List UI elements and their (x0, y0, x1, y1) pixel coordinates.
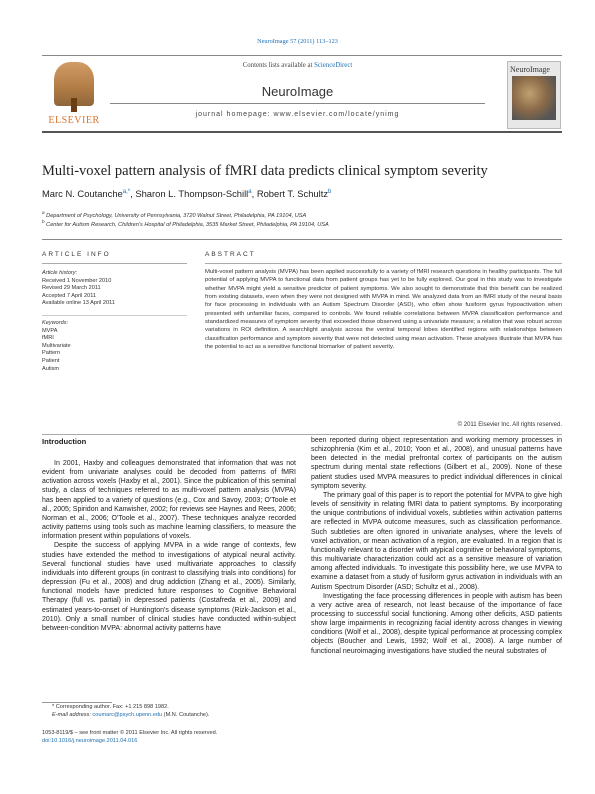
sciencedirect-link[interactable]: ScienceDirect (314, 62, 353, 69)
affiliation-marker: a (42, 210, 45, 215)
copyright: © 2011 Elsevier Inc. All rights reserved. (457, 422, 562, 428)
email-suffix: (M.N. Coutanche). (162, 712, 210, 718)
author-superscript[interactable]: a,* (122, 188, 131, 195)
history-item: Received 1 November 2010 (42, 277, 112, 284)
header-mid-rule (110, 103, 485, 104)
author-separator: , (251, 188, 257, 199)
history-item: Available online 13 April 2011 (42, 300, 115, 307)
abstract-text: Multi-voxel pattern analysis (MVPA) has been applied successfully to a variety of fMRI research questions in healthy participants. The full potential of applying MVPA to functional data from patient groups has yet to be fully explored. Our goal in this study was to investigate whether MVPA might yield a sensitive predictor of patient symptoms. We also sought to demonstrate that this benefit can be realized from existing datasets, even when they were not designed with MVPA in mind. We analyzed data from an fMRI study of the neural basis for face processing in individuals with an Autism Spectrum Disorder (ASD), who often show fusiform gyrus hypoactivation when presented with unfamiliar faces, compared to controls. We found reliable correlations between MVPA classification performance and standardized measures of symptom severity that exceeded those observed using a univariate measure; a relation that was robust across variations in ROI definition. A searchlight analysis across the ventral temporal lobes identified regions with relationships between classification performance and symptom severity that were not detected using mean activation. These analyses illustrate that MVPA has the potential to act as a sensitive functional biomarker of patient severity. (205, 269, 562, 351)
cover-title: NeuroImage (510, 65, 550, 74)
keyword: MVPA (42, 327, 58, 334)
doi-link[interactable]: doi:10.1016/j.neuroimage.2011.04.016 (42, 738, 138, 744)
body-paragraph: Investigating the face processing differences in people with autism has been a very active area of research, not least because of the importance of face processing to successful social functioning. Among other deficits, ASD patients show large impairments in recognizing facial identity across changes in viewing conditions (Wolf et al., 2008), despite typical performance at processing complex objects (Boucher and Lewis, 1992; Wolf et al., 2008). A large number of functional neuroimaging investigations have studied the neural substrates of (311, 592, 562, 655)
elsevier-trunk-icon (71, 98, 77, 112)
header-bottom-rule (42, 131, 562, 133)
abstract-bottom-rule (42, 434, 562, 435)
affiliation-text: Center for Autism Research, Children's Hospital of Philadelphia, 3535 Market Street, Philadelphia, PA 19104, USA (46, 221, 329, 228)
keyword: Patient (42, 357, 60, 364)
author-name: Robert T. Schultz (256, 188, 329, 199)
body-paragraph: Despite the success of applying MVPA in a wide range of contexts, few studies have extended the method to investigations of atypical neural activity. Several functional studies have used multivariate approaches to classify individuals into different groups (in contrast to classifying trials into conditions) for depression (Fu et al., 2008) and drug addiction (Zhang et al., 2005). Similarly, functional models have predicted future responses to Cognitive Behavioral Therapy (full vs. partial) in depressed patients (Costafreda et al., 2009) and estimated years-to-onset of Huntington's disease symptoms (Rizk-Jackson et al., 2010). Only a small number of clinical studies have conducted within-subject between-condition MVPA: abnormal activity patterns have (42, 542, 296, 632)
body-column-left (42, 459, 296, 633)
abstract-heading: ABSTRACT (205, 251, 256, 258)
author-name: Sharon L. Thompson-Schill (135, 188, 249, 199)
history-item: Revised 29 March 2011 (42, 285, 101, 292)
info-divider (42, 315, 187, 316)
article-title: Multi-voxel pattern analysis of fMRI data predicts clinical symptom severity (42, 163, 488, 179)
email-label: E-mail address: (52, 712, 93, 718)
footnote-rule (42, 702, 112, 703)
body-column-right (311, 436, 562, 656)
issn-line: 1053-8119/$ – see front matter © 2011 Elsevier Inc. All rights reserved. (42, 730, 218, 736)
email-note (52, 712, 306, 720)
contents-lists (110, 62, 485, 69)
keywords-label: Keywords: (42, 319, 69, 326)
journal-homepage[interactable]: journal homepage: www.elsevier.com/locate/ynimg (195, 111, 400, 118)
body-paragraph: In 2001, Haxby and colleagues demonstrated that information that was not evident from univariate analyses could be decoded from patterns of fMRI activation across voxels (Haxby et al., 2001). Since the publication of this seminal study, a class of techniques referred to as multi-voxel pattern analysis (MVPA) has been applied to a variety of questions (e.g., Cox and Savoy, 2003; O'Toole et al., 2005; Spiridon and Kanwisher, 2002; for reviews see Haynes and Rees, 2006; Norman et al., 2006; O'Toole et al., 2007). These techniques analyze recorded activity patterns using tools such as machine learning classifiers, to measure the information present within populations of voxels. (42, 460, 296, 541)
affiliation-text: Department of Psychology, University of Pennsylvania, 3720 Walnut Street, Philadelphia, PA 19104, USA (46, 212, 307, 219)
affiliation-marker: b (42, 219, 45, 224)
article-info-heading: ARTICLE INFO (42, 251, 111, 258)
history-item: Accepted 7 April 2011 (42, 292, 97, 299)
email-link[interactable]: coumarc@psych.upenn.edu (92, 712, 163, 718)
author-list (42, 188, 562, 199)
introduction-heading: Introduction (42, 437, 87, 446)
journal-reference[interactable]: NeuroImage 57 (2011) 113–123 (257, 38, 338, 45)
article-info (42, 270, 187, 373)
author-superscript[interactable]: b (328, 188, 332, 195)
front-matter-rule (42, 239, 562, 240)
affiliation (42, 219, 562, 228)
keyword: Multivariate (42, 342, 71, 349)
affiliation (42, 210, 562, 219)
author-superscript[interactable]: a (248, 188, 252, 195)
contents-prefix: Contents lists available at (242, 62, 315, 69)
header-top-rule (42, 55, 562, 56)
journal-cover-image (507, 61, 561, 129)
author-separator: , (130, 188, 136, 199)
journal-title: NeuroImage (261, 84, 334, 99)
info-heading-rule (42, 263, 187, 264)
body-paragraph: been reported during object representation and working memory processes in schizophrenia (Kim et al., 2010; Yoon et al., 2008), and unusual patterns have been detected in the medial prefrontal cortex of participants on the autism spectrum during mental state reflections (Gilbert et al., 2009). None of these patient studies used MVPA measures to predict individual differences in clinical symptom severity. (311, 437, 562, 490)
abstract-heading-rule (205, 263, 562, 264)
elsevier-logo (42, 58, 106, 128)
corresponding-author-note: * Corresponding author. Fax: +1 215 898 1982. (52, 704, 169, 710)
keyword: fMRI (42, 335, 54, 342)
history-label: Article history: (42, 270, 78, 276)
body-paragraph: The primary goal of this paper is to report the potential for MVPA to give high levels of sensitivity in relating fMRI data to patient symptoms. By incorporating the unique contributions of individual voxels, subtleties within activation patterns are reflected in MVPA outcome measures, such as classification performance. Such subtleties are often ignored in univariate analyses, where the levels of voxel activation, or mean activation of a region, are evaluated. In a region that is functionally relevant to a disorder with atypical cognitive or behavioral symptoms, this multivariate characterization could act as a sensitive measure of variation among affected individuals. To investigate this possibility here, we use MVPA to examine a dataset from a study of fusiform gyrus activation in individuals with an Autism Spectrum Disorder (ASD; Schultz et al., 2008). (311, 491, 562, 591)
elsevier-wordmark: ELSEVIER (48, 115, 100, 126)
keyword: Pattern (42, 350, 61, 357)
keyword: Autism (42, 365, 60, 372)
author-name: Marc N. Coutanche (42, 188, 123, 199)
cover-brain-image (512, 76, 556, 120)
